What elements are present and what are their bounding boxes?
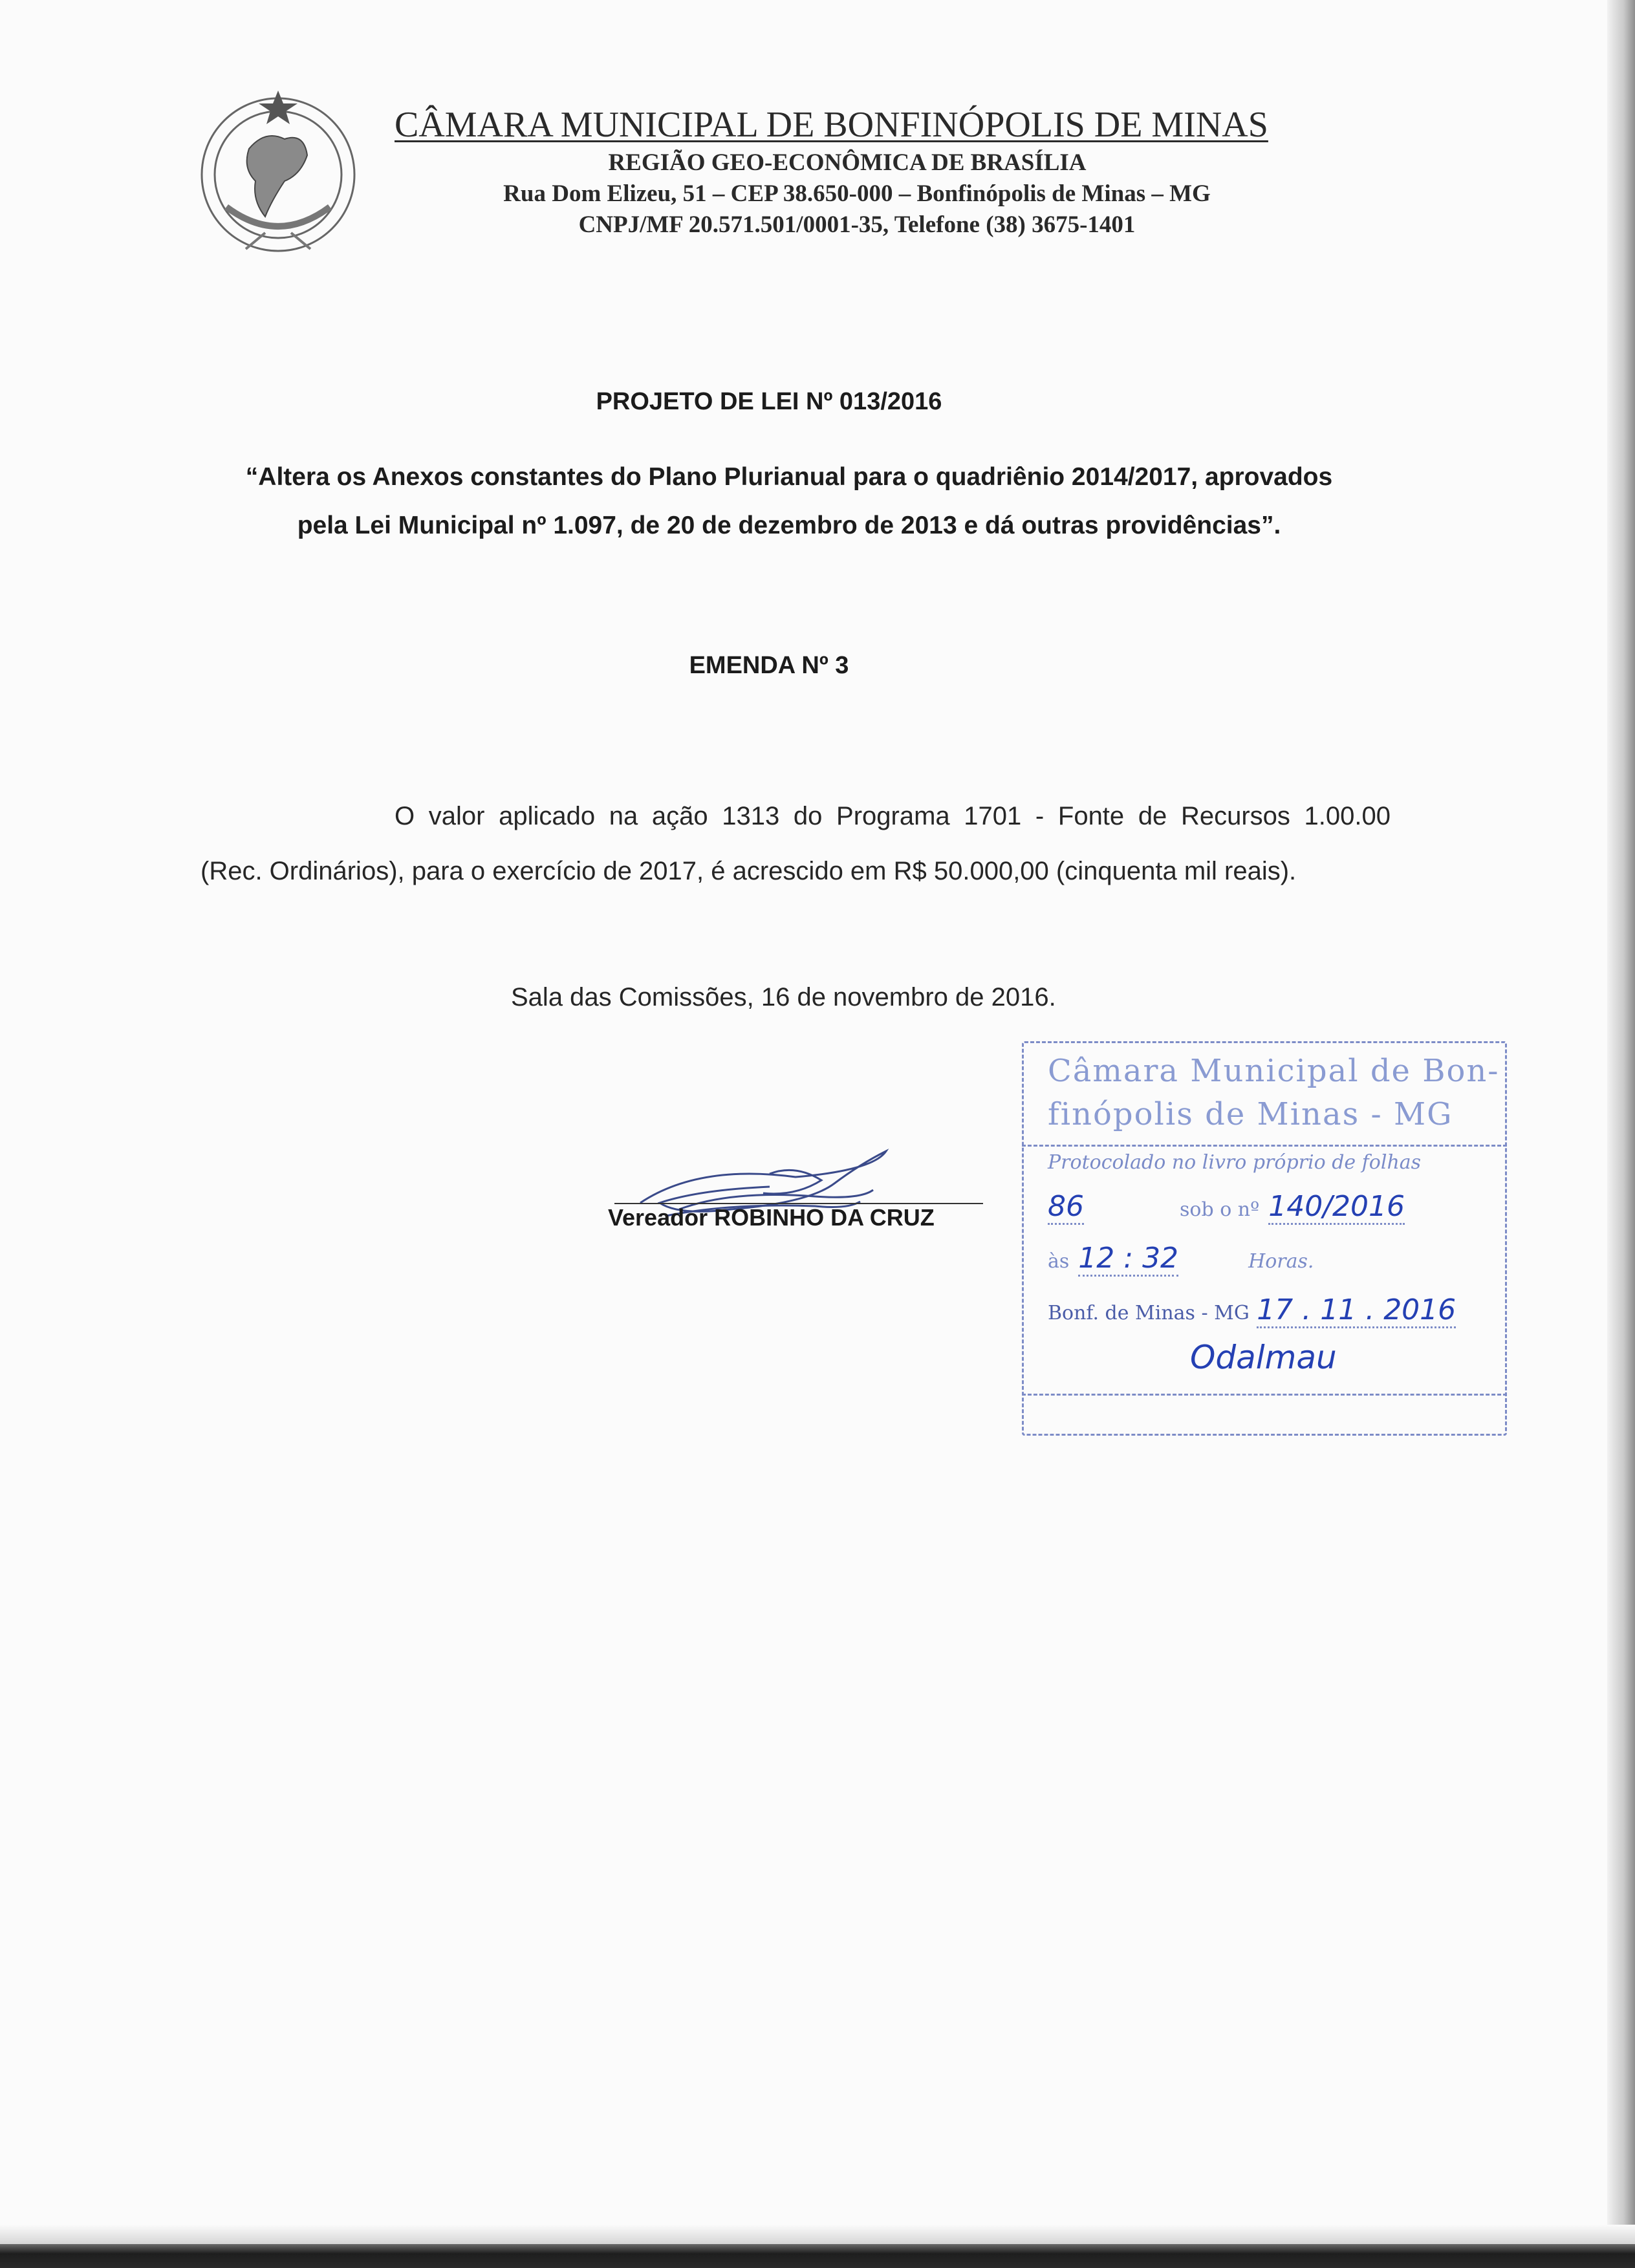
stamp-date: 17 . 11 . 2016: [1257, 1293, 1456, 1328]
handwritten-signature: [601, 1125, 964, 1255]
emenda-heading: EMENDA Nº 3: [689, 652, 849, 679]
page-edge-shadow: [1607, 0, 1635, 2268]
protocol-stamp: [1022, 1041, 1507, 1436]
stamp-place: Bonf. de Minas - MG: [1048, 1302, 1250, 1324]
stamp-protocol-number: 140/2016: [1268, 1190, 1405, 1225]
cnpj-phone-line: CNPJ/MF 20.571.501/0001-35, Telefone (38) 3675-1401: [578, 211, 1136, 238]
region-line: REGIÃO GEO-ECONÔMICA DE BRASÍLIA: [608, 149, 1087, 176]
stamp-time-suffix: Horas.: [1248, 1250, 1314, 1273]
stamp-bottom-divider: [1022, 1394, 1507, 1396]
stamp-folhas: 86: [1048, 1190, 1084, 1225]
page-bottom-shadow: [0, 2225, 1635, 2244]
ementa: [207, 453, 1371, 550]
stamp-date-row: [1048, 1293, 1456, 1326]
stamp-time-row: [1048, 1242, 1314, 1275]
body-line-1: O valor aplicado na ação 1313 do Programa 1701 - Fonte de Recursos 1.00.00: [395, 802, 1391, 830]
stamp-chamber-line-1: Câmara Municipal de Bon-: [1048, 1053, 1500, 1089]
scanner-bottom-band: [0, 2244, 1635, 2268]
stamp-divider: [1022, 1145, 1507, 1147]
address-line: Rua Dom Elizeu, 51 – CEP 38.650-000 – Bonfinópolis de Minas – MG: [503, 180, 1211, 207]
ementa-line-2: pela Lei Municipal nº 1.097, de 20 de dezembro de 2013 e dá outras providências”.: [297, 512, 1281, 539]
stamp-chamber-line-2: finópolis de Minas - MG: [1048, 1096, 1453, 1132]
stamp-sob-label: sob o nº: [1180, 1198, 1260, 1221]
stamp-clerk-signature: Odalmau: [1190, 1339, 1337, 1376]
stamp-protocol-row: [1048, 1190, 1405, 1223]
amendment-body: [200, 789, 1391, 899]
project-number-heading: PROJETO DE LEI Nº 013/2016: [596, 388, 942, 415]
letterhead: [382, 103, 1352, 241]
closing-place-date: Sala das Comissões, 16 de novembro de 2016.: [511, 983, 1056, 1011]
body-line-2: (Rec. Ordinários), para o exercício de 2017, é acrescido em R$ 50.000,00 (cinquenta mil reais).: [200, 857, 1297, 885]
chamber-title: CÂMARA MUNICIPAL DE BONFINÓPOLIS DE MINAS: [395, 105, 1268, 145]
stamp-time: 12 : 32: [1078, 1242, 1178, 1277]
stamp-time-prefix: às: [1048, 1250, 1070, 1273]
stamp-protocol-label: Protocolado no livro próprio de folhas: [1048, 1151, 1422, 1174]
ementa-line-1: “Altera os Anexos constantes do Plano Plurianual para o quadriênio 2014/2017, aprovados: [245, 463, 1333, 491]
municipal-seal-icon: [188, 78, 369, 272]
signatory-name: Vereador ROBINHO DA CRUZ: [608, 1204, 935, 1231]
